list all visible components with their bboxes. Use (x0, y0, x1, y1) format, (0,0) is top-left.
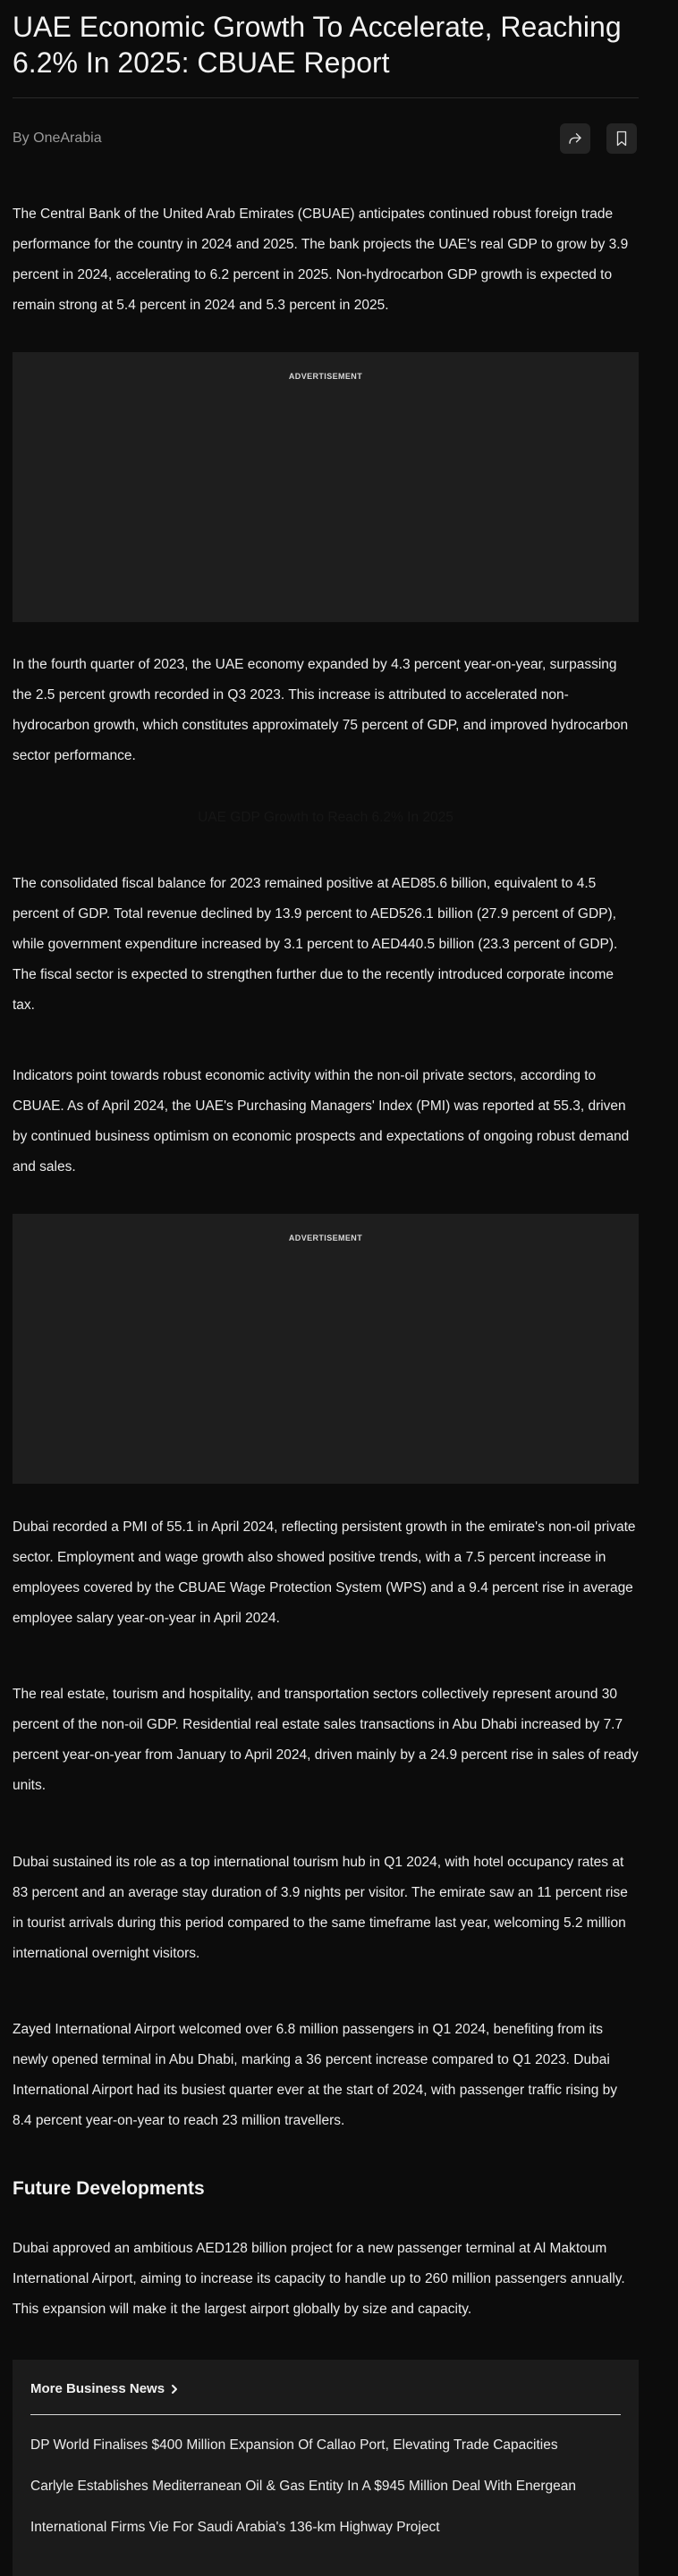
bookmark-button[interactable] (606, 123, 637, 154)
article-paragraph: The real estate, tourism and hospitality, and transportation sectors collectively represent around 30 percent of the non-oil GDP. Residential real estate sales transactions in Abu Dhabi increased by 7.7 percent year-on-year from January to April 2024, driven mainly by a 24.9 percent rise in sales of ready units. (13, 1687, 639, 1793)
more-news-heading: More Business News (30, 2381, 165, 2396)
more-news-item[interactable]: International Firms Vie For Saudi Arabia's 136-km Highway Project (30, 2520, 440, 2535)
more-news-item[interactable]: Carlyle Establishes Mediterranean Oil & Gas Entity In A $945 Million Deal With Energean (30, 2479, 576, 2494)
article-paragraph: Indicators point towards robust economic activity within the non-oil private sectors, according to CBUAE. As of April 2024, the UAE's Purchasing Managers' Index (PMI) was reported at 55.3, driven by continued business optimism on economic prospects and expectations of ongoing robust demand and sales. (13, 1068, 630, 1174)
advertisement-label: ADVERTISEMENT (288, 372, 363, 381)
article-paragraph: Dubai sustained its role as a top international tourism hub in Q1 2024, with hotel occupancy rates at 83 percent and an average stay duration of 3.9 nights per visitor. The emirate saw an 11 percent rise in tourist arrivals during this period compared to the same timeframe last year, welcoming 5.2 million international overnight visitors. (13, 1855, 628, 1961)
share-icon (567, 130, 583, 147)
section-heading: Future Developments (13, 2178, 205, 2199)
article-paragraph: Dubai recorded a PMI of 55.1 in April 2024, reflecting persistent growth in the emirate's non-oil private sector. Employment and wage growth also showed positive trends, with a 7.5 percent increase in employees covered by the CBUAE Wage Protection System (WPS) and a 9.4 percent rise in average employee salary year-on-year in April 2024. (13, 1520, 636, 1626)
more-news-item[interactable]: DP World Finalises $400 Million Expansion Of Callao Port, Elevating Trade Capacities (30, 2437, 558, 2453)
article-paragraph: The consolidated fiscal balance for 2023 remained positive at AED85.6 billion, equivalent to 4.5 percent of GDP. Total revenue declined by 13.9 percent to AED526.1 billion (27.9 percent of GDP), while government expenditure increased by 3.1 percent to AED440.5 billion (23.3 percent of GDP). The fiscal sector is expected to strengthen further due to the recently introduced corporate income tax. (13, 876, 618, 1013)
advertisement-slot[interactable] (13, 352, 639, 622)
title-divider (13, 97, 639, 98)
article-paragraph: The Central Bank of the United Arab Emirates (CBUAE) anticipates continued robust foreign trade performance for the country in 2024 and 2025. The bank projects the UAE's real GDP to grow by 3.9 percent in 2024, accelerating to 6.2 percent in 2025. Non-hydrocarbon GDP growth is expected to remain strong at 5.4 percent in 2024 and 5.3 percent in 2025. (13, 206, 629, 313)
share-button[interactable] (560, 123, 590, 154)
article-paragraph: In the fourth quarter of 2023, the UAE economy expanded by 4.3 percent year-on-year, surpassing the 2.5 percent growth recorded in Q3 2023. This increase is attributed to accelerated non-hydrocarbon growth, which constitutes approximately 75 percent of GDP, and improved hydrocarbon sector performance. (13, 657, 629, 763)
more-news-heading-link[interactable] (30, 2381, 179, 2396)
more-news-panel (13, 2360, 639, 2576)
chevron-right-icon (170, 2384, 179, 2395)
advertisement-label: ADVERTISEMENT (288, 1233, 363, 1242)
advertisement-slot[interactable] (13, 1214, 639, 1484)
article-byline: By OneArabia (13, 130, 102, 146)
article-paragraph: Dubai approved an ambitious AED128 billion project for a new passenger terminal at Al Maktoum International Airport, aiming to increase its capacity to handle up to 260 million passengers annually. This expansion will make it the largest airport globally by size and capacity. (13, 2241, 625, 2317)
more-news-divider (30, 2414, 621, 2415)
bookmark-icon (614, 130, 629, 147)
article-paragraph: Zayed International Airport welcomed over 6.8 million passengers in Q1 2024, benefiting from its newly opened terminal in Abu Dhabi, marking a 36 percent increase compared to Q1 2023. Dubai International Airport had its busiest quarter ever at the start of 2024, with passenger traffic rising by 8.4 percent year-on-year to reach 23 million travellers. (13, 2022, 618, 2128)
related-article-link[interactable]: UAE GDP Growth to Reach 6.2% In 2025 (198, 810, 453, 825)
article-title: UAE Economic Growth To Accelerate, Reaching 6.2% In 2025: CBUAE Report (13, 11, 622, 79)
